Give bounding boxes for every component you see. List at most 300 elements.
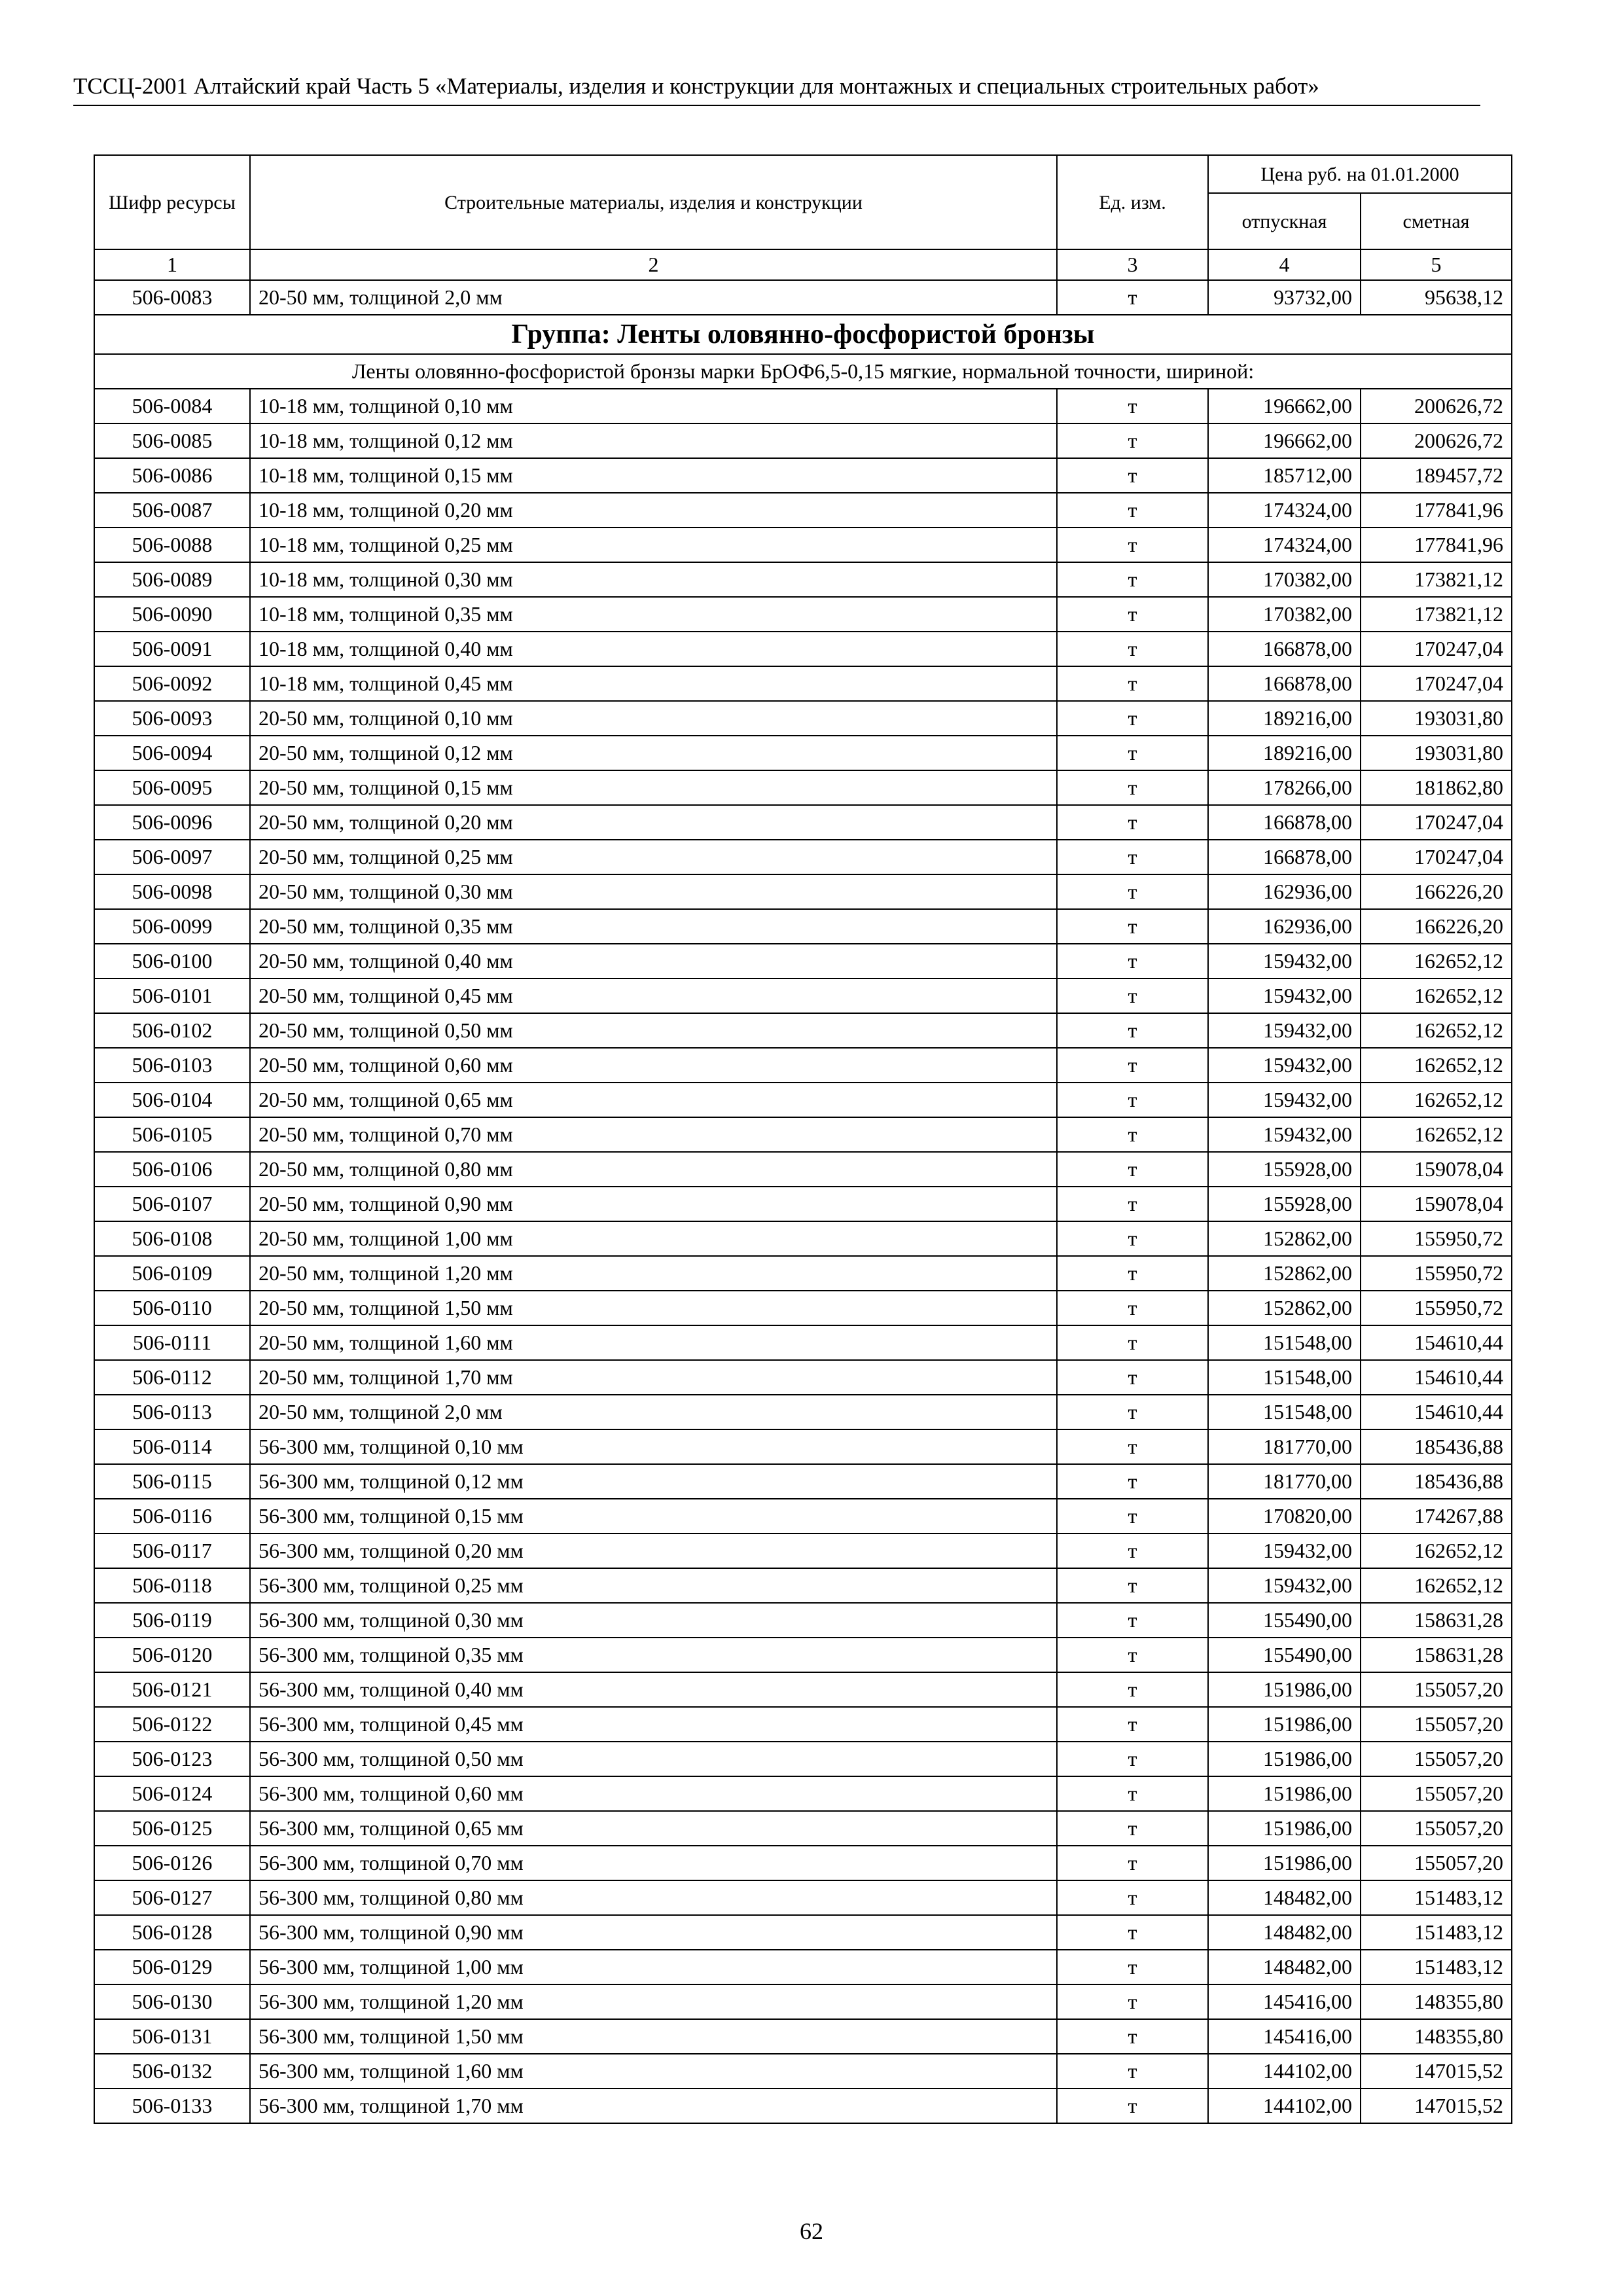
cell-name: 10-18 мм, толщиной 0,35 мм bbox=[250, 597, 1057, 632]
cell-name: 20-50 мм, толщиной 1,50 мм bbox=[250, 1291, 1057, 1325]
cell-unit: т bbox=[1057, 666, 1208, 701]
cell-price-estimate: 95638,12 bbox=[1361, 280, 1512, 315]
page-number: 62 bbox=[800, 2218, 823, 2244]
cell-price-release: 159432,00 bbox=[1208, 1117, 1361, 1152]
cell-unit: т bbox=[1057, 1221, 1208, 1256]
cell-code: 506-0086 bbox=[94, 458, 250, 493]
table-row bbox=[94, 2019, 1512, 2054]
cell-price-release: 181770,00 bbox=[1208, 1429, 1361, 1464]
cell-code: 506-0113 bbox=[94, 1395, 250, 1429]
table-row bbox=[94, 1152, 1512, 1187]
table-row bbox=[94, 1603, 1512, 1638]
cell-code: 506-0084 bbox=[94, 389, 250, 423]
cell-name: 20-50 мм, толщиной 0,80 мм bbox=[250, 1152, 1057, 1187]
cell-unit: т bbox=[1057, 632, 1208, 666]
cell-price-estimate: 155057,20 bbox=[1361, 1707, 1512, 1742]
cell-price-release: 145416,00 bbox=[1208, 1984, 1361, 2019]
cell-name: 20-50 мм, толщиной 1,00 мм bbox=[250, 1221, 1057, 1256]
cell-code: 506-0118 bbox=[94, 1568, 250, 1603]
cell-price-estimate: 166226,20 bbox=[1361, 909, 1512, 944]
cell-unit: т bbox=[1057, 2089, 1208, 2123]
price-table bbox=[94, 154, 1512, 2124]
cell-unit: т bbox=[1057, 562, 1208, 597]
cell-code: 506-0109 bbox=[94, 1256, 250, 1291]
cell-name: 10-18 мм, толщиной 0,12 мм bbox=[250, 423, 1057, 458]
header-rule bbox=[73, 105, 1480, 106]
cell-price-estimate: 159078,04 bbox=[1361, 1187, 1512, 1221]
table-row bbox=[94, 1915, 1512, 1950]
cell-price-estimate: 170247,04 bbox=[1361, 840, 1512, 874]
cell-unit: т bbox=[1057, 1534, 1208, 1568]
cell-price-release: 151986,00 bbox=[1208, 1811, 1361, 1846]
cell-code: 506-0096 bbox=[94, 805, 250, 840]
cell-unit: т bbox=[1057, 1256, 1208, 1291]
cell-code: 506-0108 bbox=[94, 1221, 250, 1256]
cell-price-estimate: 162652,12 bbox=[1361, 1013, 1512, 1048]
cell-price-estimate: 162652,12 bbox=[1361, 1083, 1512, 1117]
cell-code: 506-0116 bbox=[94, 1499, 250, 1534]
table-row bbox=[94, 597, 1512, 632]
cell-price-release: 189216,00 bbox=[1208, 701, 1361, 736]
cell-price-release: 152862,00 bbox=[1208, 1256, 1361, 1291]
cell-name: 56-300 мм, толщиной 0,45 мм bbox=[250, 1707, 1057, 1742]
table-row bbox=[94, 1811, 1512, 1846]
header-name: Строительные материалы, изделия и конструкции bbox=[250, 155, 1057, 249]
table-row bbox=[94, 1984, 1512, 2019]
cell-unit: т bbox=[1057, 1672, 1208, 1707]
cell-price-estimate: 173821,12 bbox=[1361, 562, 1512, 597]
cell-price-estimate: 193031,80 bbox=[1361, 736, 1512, 770]
table-row bbox=[94, 944, 1512, 978]
cell-unit: т bbox=[1057, 1707, 1208, 1742]
cell-price-estimate: 155057,20 bbox=[1361, 1672, 1512, 1707]
cell-price-estimate: 147015,52 bbox=[1361, 2089, 1512, 2123]
cell-price-release: 159432,00 bbox=[1208, 1083, 1361, 1117]
cell-name: 56-300 мм, толщиной 1,50 мм bbox=[250, 2019, 1057, 2054]
cell-code: 506-0122 bbox=[94, 1707, 250, 1742]
cell-name: 10-18 мм, толщиной 0,30 мм bbox=[250, 562, 1057, 597]
cell-name: 20-50 мм, толщиной 0,50 мм bbox=[250, 1013, 1057, 1048]
cell-code: 506-0097 bbox=[94, 840, 250, 874]
cell-price-estimate: 189457,72 bbox=[1361, 458, 1512, 493]
cell-price-estimate: 177841,96 bbox=[1361, 528, 1512, 562]
cell-name: 20-50 мм, толщиной 0,45 мм bbox=[250, 978, 1057, 1013]
cell-unit: т bbox=[1057, 770, 1208, 805]
cell-unit: т bbox=[1057, 1742, 1208, 1776]
cell-name: 56-300 мм, толщиной 0,90 мм bbox=[250, 1915, 1057, 1950]
cell-price-estimate: 173821,12 bbox=[1361, 597, 1512, 632]
cell-price-release: 166878,00 bbox=[1208, 805, 1361, 840]
cell-price-estimate: 162652,12 bbox=[1361, 1048, 1512, 1083]
cell-price-estimate: 155057,20 bbox=[1361, 1846, 1512, 1880]
table-row bbox=[94, 562, 1512, 597]
cell-unit: т bbox=[1057, 1291, 1208, 1325]
cell-unit: т bbox=[1057, 1846, 1208, 1880]
cell-price-release: 196662,00 bbox=[1208, 389, 1361, 423]
header-price-estimate: сметная bbox=[1361, 193, 1512, 249]
cell-price-estimate: 159078,04 bbox=[1361, 1152, 1512, 1187]
table-row bbox=[94, 1187, 1512, 1221]
cell-code: 506-0128 bbox=[94, 1915, 250, 1950]
cell-price-release: 181770,00 bbox=[1208, 1464, 1361, 1499]
cell-name: 56-300 мм, толщиной 0,65 мм bbox=[250, 1811, 1057, 1846]
cell-code: 506-0129 bbox=[94, 1950, 250, 1984]
cell-price-release: 93732,00 bbox=[1208, 280, 1361, 315]
table-row bbox=[94, 389, 1512, 423]
column-number: 1 bbox=[94, 249, 250, 280]
table-row bbox=[94, 1499, 1512, 1534]
cell-price-release: 152862,00 bbox=[1208, 1291, 1361, 1325]
cell-unit: т bbox=[1057, 1083, 1208, 1117]
cell-price-release: 174324,00 bbox=[1208, 528, 1361, 562]
cell-name: 56-300 мм, толщиной 1,20 мм bbox=[250, 1984, 1057, 2019]
cell-code: 506-0121 bbox=[94, 1672, 250, 1707]
cell-code: 506-0103 bbox=[94, 1048, 250, 1083]
table-row bbox=[94, 701, 1512, 736]
cell-name: 10-18 мм, толщиной 0,45 мм bbox=[250, 666, 1057, 701]
cell-price-estimate: 155950,72 bbox=[1361, 1256, 1512, 1291]
table-row bbox=[94, 1707, 1512, 1742]
cell-unit: т bbox=[1057, 1811, 1208, 1846]
cell-price-release: 174324,00 bbox=[1208, 493, 1361, 528]
cell-price-release: 170382,00 bbox=[1208, 597, 1361, 632]
cell-code: 506-0101 bbox=[94, 978, 250, 1013]
cell-code: 506-0130 bbox=[94, 1984, 250, 2019]
table-row bbox=[94, 1221, 1512, 1256]
cell-unit: т bbox=[1057, 1325, 1208, 1360]
cell-name: 56-300 мм, толщиной 0,50 мм bbox=[250, 1742, 1057, 1776]
cell-price-estimate: 147015,52 bbox=[1361, 2054, 1512, 2089]
cell-price-release: 148482,00 bbox=[1208, 1950, 1361, 1984]
cell-unit: т bbox=[1057, 493, 1208, 528]
cell-price-estimate: 158631,28 bbox=[1361, 1638, 1512, 1672]
cell-name: 20-50 мм, толщиной 0,70 мм bbox=[250, 1117, 1057, 1152]
cell-price-estimate: 185436,88 bbox=[1361, 1429, 1512, 1464]
cell-price-release: 166878,00 bbox=[1208, 666, 1361, 701]
cell-unit: т bbox=[1057, 528, 1208, 562]
cell-code: 506-0127 bbox=[94, 1880, 250, 1915]
cell-name: 20-50 мм, толщиной 0,90 мм bbox=[250, 1187, 1057, 1221]
cell-price-release: 144102,00 bbox=[1208, 2054, 1361, 2089]
cell-name: 56-300 мм, толщиной 0,20 мм bbox=[250, 1534, 1057, 1568]
table-row bbox=[94, 805, 1512, 840]
cell-price-release: 155928,00 bbox=[1208, 1152, 1361, 1187]
cell-price-estimate: 155057,20 bbox=[1361, 1776, 1512, 1811]
table-row bbox=[94, 666, 1512, 701]
cell-name: 20-50 мм, толщиной 0,60 мм bbox=[250, 1048, 1057, 1083]
cell-unit: т bbox=[1057, 1048, 1208, 1083]
cell-name: 20-50 мм, толщиной 0,30 мм bbox=[250, 874, 1057, 909]
cell-price-release: 145416,00 bbox=[1208, 2019, 1361, 2054]
table-row bbox=[94, 1325, 1512, 1360]
cell-unit: т bbox=[1057, 1950, 1208, 1984]
column-number-row bbox=[94, 249, 1512, 280]
cell-code: 506-0119 bbox=[94, 1603, 250, 1638]
cell-unit: т bbox=[1057, 1429, 1208, 1464]
cell-name: 20-50 мм, толщиной 1,20 мм bbox=[250, 1256, 1057, 1291]
cell-unit: т bbox=[1057, 1395, 1208, 1429]
cell-name: 20-50 мм, толщиной 0,35 мм bbox=[250, 909, 1057, 944]
table-row bbox=[94, 1638, 1512, 1672]
table-row bbox=[94, 1742, 1512, 1776]
cell-price-estimate: 170247,04 bbox=[1361, 805, 1512, 840]
table-row bbox=[94, 1776, 1512, 1811]
cell-price-estimate: 155950,72 bbox=[1361, 1221, 1512, 1256]
cell-price-release: 144102,00 bbox=[1208, 2089, 1361, 2123]
column-number: 3 bbox=[1057, 249, 1208, 280]
cell-code: 506-0120 bbox=[94, 1638, 250, 1672]
cell-price-estimate: 155057,20 bbox=[1361, 1811, 1512, 1846]
cell-unit: т bbox=[1057, 1152, 1208, 1187]
cell-price-release: 170382,00 bbox=[1208, 562, 1361, 597]
cell-unit: т bbox=[1057, 1568, 1208, 1603]
cell-price-release: 151986,00 bbox=[1208, 1742, 1361, 1776]
cell-price-estimate: 148355,80 bbox=[1361, 2019, 1512, 2054]
table-row bbox=[94, 1013, 1512, 1048]
cell-unit: т bbox=[1057, 874, 1208, 909]
table-row bbox=[94, 1117, 1512, 1152]
cell-code: 506-0111 bbox=[94, 1325, 250, 1360]
header-price: Цена руб. на 01.01.2000 bbox=[1208, 155, 1512, 193]
cell-name: 20-50 мм, толщиной 1,60 мм bbox=[250, 1325, 1057, 1360]
cell-name: 20-50 мм, толщиной 0,20 мм bbox=[250, 805, 1057, 840]
cell-price-estimate: 162652,12 bbox=[1361, 1568, 1512, 1603]
cell-unit: т bbox=[1057, 978, 1208, 1013]
cell-name: 56-300 мм, толщиной 0,25 мм bbox=[250, 1568, 1057, 1603]
cell-name: 56-300 мм, толщиной 0,30 мм bbox=[250, 1603, 1057, 1638]
table-row bbox=[94, 2054, 1512, 2089]
table-row bbox=[94, 1429, 1512, 1464]
table-row bbox=[94, 1291, 1512, 1325]
cell-price-estimate: 200626,72 bbox=[1361, 389, 1512, 423]
cell-code: 506-0112 bbox=[94, 1360, 250, 1395]
cell-price-release: 151986,00 bbox=[1208, 1672, 1361, 1707]
cell-price-release: 155490,00 bbox=[1208, 1603, 1361, 1638]
cell-name: 20-50 мм, толщиной 2,0 мм bbox=[250, 280, 1057, 315]
cell-code: 506-0087 bbox=[94, 493, 250, 528]
cell-price-release: 151986,00 bbox=[1208, 1707, 1361, 1742]
cell-code: 506-0123 bbox=[94, 1742, 250, 1776]
cell-name: 20-50 мм, толщиной 0,65 мм bbox=[250, 1083, 1057, 1117]
cell-unit: т bbox=[1057, 805, 1208, 840]
cell-unit: т bbox=[1057, 1984, 1208, 2019]
cell-price-estimate: 151483,12 bbox=[1361, 1950, 1512, 1984]
cell-price-release: 185712,00 bbox=[1208, 458, 1361, 493]
cell-name: 20-50 мм, толщиной 0,15 мм bbox=[250, 770, 1057, 805]
cell-code: 506-0094 bbox=[94, 736, 250, 770]
group-note: Ленты оловянно-фосфористой бронзы марки БрОФ6,5-0,15 мягкие, нормальной точности, шириной: bbox=[94, 354, 1512, 389]
cell-code: 506-0131 bbox=[94, 2019, 250, 2054]
cell-code: 506-0126 bbox=[94, 1846, 250, 1880]
cell-price-estimate: 193031,80 bbox=[1361, 701, 1512, 736]
cell-code: 506-0095 bbox=[94, 770, 250, 805]
table-row bbox=[94, 1083, 1512, 1117]
table-row bbox=[94, 874, 1512, 909]
cell-price-estimate: 200626,72 bbox=[1361, 423, 1512, 458]
cell-price-release: 151548,00 bbox=[1208, 1360, 1361, 1395]
cell-unit: т bbox=[1057, 1360, 1208, 1395]
cell-name: 56-300 мм, толщиной 1,60 мм bbox=[250, 2054, 1057, 2089]
group-title-row bbox=[94, 315, 1512, 354]
cell-code: 506-0133 bbox=[94, 2089, 250, 2123]
cell-unit: т bbox=[1057, 1187, 1208, 1221]
cell-name: 56-300 мм, толщиной 0,10 мм bbox=[250, 1429, 1057, 1464]
cell-name: 56-300 мм, толщиной 1,70 мм bbox=[250, 2089, 1057, 2123]
header-price-release: отпускная bbox=[1208, 193, 1361, 249]
table-row bbox=[94, 736, 1512, 770]
cell-price-release: 148482,00 bbox=[1208, 1880, 1361, 1915]
table-row bbox=[94, 1568, 1512, 1603]
header-code: Шифр ресурсы bbox=[94, 155, 250, 249]
table-row bbox=[94, 840, 1512, 874]
table-row bbox=[94, 493, 1512, 528]
cell-name: 56-300 мм, толщиной 0,12 мм bbox=[250, 1464, 1057, 1499]
cell-unit: т bbox=[1057, 597, 1208, 632]
group-note-row bbox=[94, 354, 1512, 389]
table-row bbox=[94, 280, 1512, 315]
cell-code: 506-0107 bbox=[94, 1187, 250, 1221]
cell-price-release: 151548,00 bbox=[1208, 1325, 1361, 1360]
cell-price-release: 159432,00 bbox=[1208, 1534, 1361, 1568]
cell-price-release: 151986,00 bbox=[1208, 1846, 1361, 1880]
column-number: 4 bbox=[1208, 249, 1361, 280]
cell-code: 506-0088 bbox=[94, 528, 250, 562]
cell-price-estimate: 155057,20 bbox=[1361, 1742, 1512, 1776]
cell-unit: т bbox=[1057, 1464, 1208, 1499]
table-row bbox=[94, 978, 1512, 1013]
table-row bbox=[94, 1048, 1512, 1083]
cell-price-release: 196662,00 bbox=[1208, 423, 1361, 458]
cell-name: 20-50 мм, толщиной 1,70 мм bbox=[250, 1360, 1057, 1395]
cell-price-estimate: 151483,12 bbox=[1361, 1915, 1512, 1950]
cell-name: 56-300 мм, толщиной 0,40 мм bbox=[250, 1672, 1057, 1707]
cell-code: 506-0114 bbox=[94, 1429, 250, 1464]
group-title: Группа: Ленты оловянно-фосфористой бронзы bbox=[94, 315, 1512, 354]
cell-name: 10-18 мм, толщиной 0,25 мм bbox=[250, 528, 1057, 562]
table-row bbox=[94, 423, 1512, 458]
cell-code: 506-0125 bbox=[94, 1811, 250, 1846]
table-row bbox=[94, 1534, 1512, 1568]
cell-code: 506-0124 bbox=[94, 1776, 250, 1811]
cell-name: 20-50 мм, толщиной 0,40 мм bbox=[250, 944, 1057, 978]
cell-unit: т bbox=[1057, 701, 1208, 736]
cell-unit: т bbox=[1057, 389, 1208, 423]
cell-code: 506-0132 bbox=[94, 2054, 250, 2089]
cell-name: 20-50 мм, толщиной 0,12 мм bbox=[250, 736, 1057, 770]
cell-price-estimate: 162652,12 bbox=[1361, 1534, 1512, 1568]
cell-code: 506-0098 bbox=[94, 874, 250, 909]
table-row bbox=[94, 1880, 1512, 1915]
cell-price-release: 159432,00 bbox=[1208, 978, 1361, 1013]
cell-code: 506-0117 bbox=[94, 1534, 250, 1568]
cell-unit: т bbox=[1057, 1013, 1208, 1048]
cell-unit: т bbox=[1057, 736, 1208, 770]
cell-unit: т bbox=[1057, 280, 1208, 315]
cell-unit: т bbox=[1057, 423, 1208, 458]
cell-price-release: 170820,00 bbox=[1208, 1499, 1361, 1534]
table-row bbox=[94, 1846, 1512, 1880]
cell-price-release: 178266,00 bbox=[1208, 770, 1361, 805]
cell-unit: т bbox=[1057, 1880, 1208, 1915]
cell-price-estimate: 170247,04 bbox=[1361, 666, 1512, 701]
cell-unit: т bbox=[1057, 1117, 1208, 1152]
cell-unit: т bbox=[1057, 840, 1208, 874]
cell-price-release: 159432,00 bbox=[1208, 1048, 1361, 1083]
cell-code: 506-0091 bbox=[94, 632, 250, 666]
table-row bbox=[94, 770, 1512, 805]
cell-code: 506-0105 bbox=[94, 1117, 250, 1152]
cell-name: 20-50 мм, толщиной 0,25 мм bbox=[250, 840, 1057, 874]
cell-unit: т bbox=[1057, 2019, 1208, 2054]
cell-name: 20-50 мм, толщиной 2,0 мм bbox=[250, 1395, 1057, 1429]
table-row bbox=[94, 1360, 1512, 1395]
cell-unit: т bbox=[1057, 909, 1208, 944]
cell-code: 506-0093 bbox=[94, 701, 250, 736]
cell-price-release: 162936,00 bbox=[1208, 909, 1361, 944]
cell-unit: т bbox=[1057, 1603, 1208, 1638]
cell-code: 506-0090 bbox=[94, 597, 250, 632]
cell-price-release: 151986,00 bbox=[1208, 1776, 1361, 1811]
cell-price-estimate: 154610,44 bbox=[1361, 1395, 1512, 1429]
cell-code: 506-0106 bbox=[94, 1152, 250, 1187]
cell-code: 506-0085 bbox=[94, 423, 250, 458]
cell-code: 506-0115 bbox=[94, 1464, 250, 1499]
cell-price-estimate: 151483,12 bbox=[1361, 1880, 1512, 1915]
cell-unit: т bbox=[1057, 1499, 1208, 1534]
cell-price-release: 155928,00 bbox=[1208, 1187, 1361, 1221]
table-row bbox=[94, 1256, 1512, 1291]
cell-code: 506-0104 bbox=[94, 1083, 250, 1117]
cell-unit: т bbox=[1057, 944, 1208, 978]
cell-price-estimate: 148355,80 bbox=[1361, 1984, 1512, 2019]
column-number: 5 bbox=[1361, 249, 1512, 280]
cell-price-estimate: 177841,96 bbox=[1361, 493, 1512, 528]
table-row bbox=[94, 528, 1512, 562]
cell-name: 10-18 мм, толщиной 0,15 мм bbox=[250, 458, 1057, 493]
table-row bbox=[94, 2089, 1512, 2123]
cell-price-release: 166878,00 bbox=[1208, 840, 1361, 874]
cell-price-release: 166878,00 bbox=[1208, 632, 1361, 666]
header-unit: Ед. изм. bbox=[1057, 155, 1208, 249]
cell-name: 10-18 мм, толщиной 0,10 мм bbox=[250, 389, 1057, 423]
table-row bbox=[94, 632, 1512, 666]
cell-name: 10-18 мм, толщиной 0,40 мм bbox=[250, 632, 1057, 666]
cell-price-release: 189216,00 bbox=[1208, 736, 1361, 770]
table-row bbox=[94, 458, 1512, 493]
column-number: 2 bbox=[250, 249, 1057, 280]
cell-unit: т bbox=[1057, 2054, 1208, 2089]
table-row bbox=[94, 1950, 1512, 1984]
cell-price-estimate: 154610,44 bbox=[1361, 1360, 1512, 1395]
cell-price-estimate: 154610,44 bbox=[1361, 1325, 1512, 1360]
cell-price-release: 148482,00 bbox=[1208, 1915, 1361, 1950]
cell-price-estimate: 162652,12 bbox=[1361, 1117, 1512, 1152]
table-row bbox=[94, 1464, 1512, 1499]
table-header-row bbox=[94, 155, 1512, 193]
cell-price-release: 159432,00 bbox=[1208, 1568, 1361, 1603]
cell-price-release: 152862,00 bbox=[1208, 1221, 1361, 1256]
cell-name: 56-300 мм, толщиной 0,35 мм bbox=[250, 1638, 1057, 1672]
cell-price-estimate: 155950,72 bbox=[1361, 1291, 1512, 1325]
cell-code: 506-0083 bbox=[94, 280, 250, 315]
cell-name: 56-300 мм, толщиной 0,80 мм bbox=[250, 1880, 1057, 1915]
cell-price-release: 151548,00 bbox=[1208, 1395, 1361, 1429]
cell-price-release: 159432,00 bbox=[1208, 944, 1361, 978]
cell-price-release: 162936,00 bbox=[1208, 874, 1361, 909]
cell-name: 56-300 мм, толщиной 0,60 мм bbox=[250, 1776, 1057, 1811]
cell-code: 506-0102 bbox=[94, 1013, 250, 1048]
cell-name: 56-300 мм, толщиной 1,00 мм bbox=[250, 1950, 1057, 1984]
